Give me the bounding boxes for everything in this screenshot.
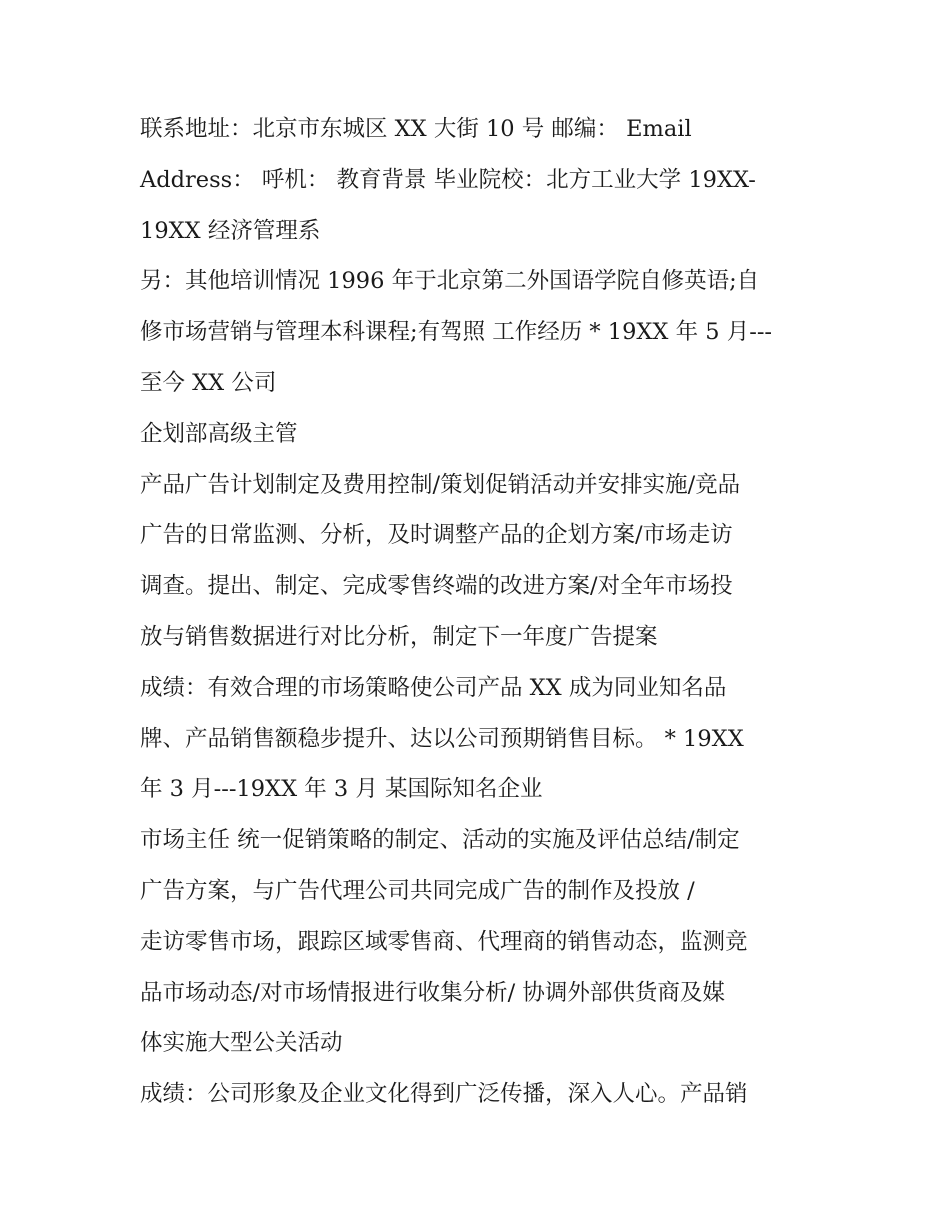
text-line-achievement-2: 牌、产品销售额稳步提升、达以公司预期销售目标。 * 19XX	[140, 725, 744, 752]
text-line-role-duties-4: 品市场动态/对市场情报进行收集分析/ 协调外部供货商及媒	[140, 979, 725, 1006]
text-line-department: 19XX 经济管理系	[140, 217, 321, 244]
text-line-duties-3: 调查。提出、制定、完成零售终端的改进方案/对全年市场投	[140, 573, 733, 600]
text-line-role-duties-1: 市场主任 统一促销策略的制定、活动的实施及评估总结/制定	[140, 827, 740, 854]
text-line-current-company: 至今 XX 公司	[140, 369, 277, 396]
text-line-work-history: 修市场营销与管理本科课程;有驾照 工作经历 * 19XX 年 5 月---	[140, 319, 773, 346]
text-line-role-duties-5: 体实施大型公关活动	[140, 1030, 343, 1057]
resume-text	[140, 104, 820, 1120]
text-line-role-duties-2: 广告方案，与广告代理公司共同完成广告的制作及投放 /	[140, 877, 695, 904]
text-line-training: 另：其他培训情况 1996 年于北京第二外国语学院自修英语;自	[140, 268, 760, 295]
text-line-achievement-3: 成绩：公司形象及企业文化得到广泛传播，深入人心。产品销	[140, 1081, 748, 1108]
text-line-duties-4: 放与销售数据进行对比分析，制定下一年度广告提案	[140, 623, 658, 650]
text-line-achievement-1: 成绩：有效合理的市场策略使公司产品 XX 成为同业知名品	[140, 674, 727, 701]
text-line-previous-company: 年 3 月---19XX 年 3 月 某国际知名企业	[140, 776, 543, 803]
text-line-contact-address: 联系地址：北京市东城区 XX 大街 10 号 邮编： Email	[140, 116, 692, 142]
text-line-duties-2: 广告的日常监测、分析，及时调整产品的企划方案/市场走访	[140, 522, 733, 549]
text-line-education: Address： 呼机： 教育背景 毕业院校：北方工业大学 19XX-	[140, 166, 756, 193]
text-line-duties-1: 产品广告计划制定及费用控制/策划促销活动并安排实施/竞品	[140, 471, 741, 498]
text-line-job-title: 企划部高级主管	[140, 420, 298, 447]
text-line-role-duties-3: 走访零售市场，跟踪区域零售商、代理商的销售动态，监测竞	[140, 928, 748, 955]
